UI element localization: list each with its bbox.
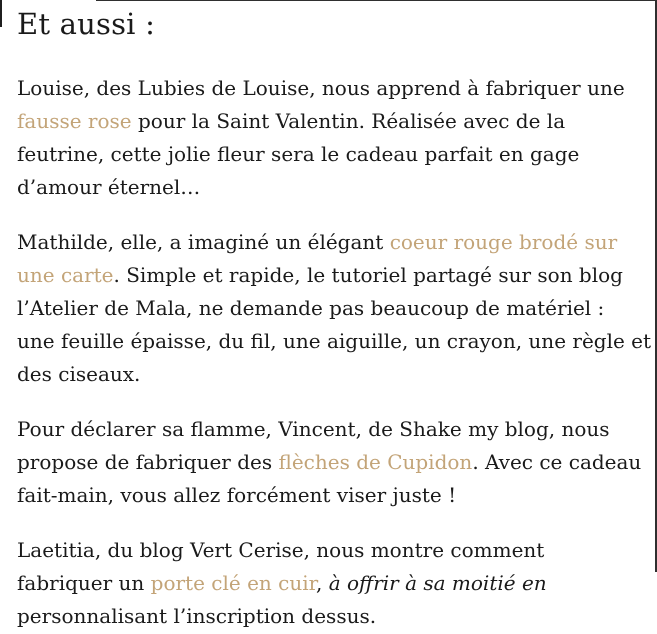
paragraph <box>17 72 657 204</box>
body-text: Laetitia, du blog Vert Cerise, nous montre comment fabriquer un <box>17 538 545 595</box>
window-edge-top <box>96 0 657 1</box>
body-text: . Simple et rapide, le tutoriel partagé sur son blog l’Atelier de Mala, ne demande pas beaucoup de matériel : une feuille épaisse, du fil, une aiguille, un crayon, une règle et des ciseaux. <box>17 263 652 386</box>
emphasis-text: à offrir à sa moitié en <box>328 571 547 595</box>
paragraph <box>17 226 657 391</box>
body-text: Pour déclarer sa flamme, Vincent, de Shake my blog, nous propose de fabriquer des <box>17 417 610 474</box>
article-body <box>17 72 657 633</box>
body-text: Mathilde, elle, a imaginé un élégant <box>17 230 390 254</box>
body-text: personnalisant l’inscription dessus. <box>17 604 377 628</box>
paragraph <box>17 413 657 512</box>
body-text: Louise, des Lubies de Louise, nous apprend à fabriquer une <box>17 76 625 100</box>
inline-link[interactable]: porte clé en cuir <box>150 571 316 595</box>
paragraph <box>17 534 657 633</box>
inline-link[interactable]: fausse rose <box>17 109 132 133</box>
window-edge-left-stub <box>0 0 2 27</box>
section-heading: Et aussi : <box>17 7 156 41</box>
body-text: . Avec ce cadeau fait-main, vous allez forcément viser juste ! <box>17 450 642 507</box>
body-text: , <box>316 571 329 595</box>
inline-link[interactable]: flèches de Cupidon <box>278 450 473 474</box>
inline-link[interactable]: coeur rouge brodé sur une carte <box>17 230 618 287</box>
body-text: pour la Saint Valentin. Réalisée avec de la feutrine, cette jolie fleur sera le cadeau parfait en gage d’amour éternel… <box>17 109 580 199</box>
